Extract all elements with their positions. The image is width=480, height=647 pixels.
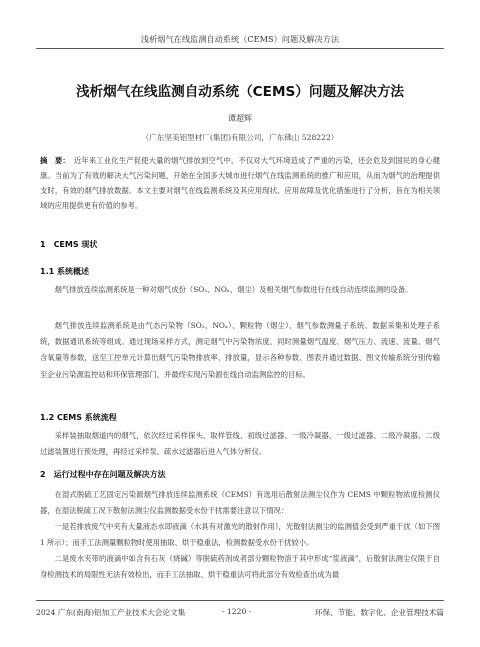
footer-section: 环保、节能、数字化、企业管理技术篇 bbox=[314, 608, 444, 617]
section-heading-1: 1 CEMS 现状 bbox=[40, 240, 98, 249]
abstract-text: 近年来工业化生产促使大量的烟气排放到空气中，不仅对大气环境造成了严重的污染，还会危及到国民的身心健康。当前为了有效的解决大气污染问题，开始在全国多大城市进行烟气在线监测系统的推广和应用，从而为烟气的治理提供支时，有效的烟气排放数据。本文主要对烟气在线监测系统及其应用现状、应用故障及优化措施进行了分析，旨在为相关领域的应用提供更有价值的参考。 bbox=[40, 156, 441, 210]
footer-rule bbox=[36, 600, 444, 601]
running-header: 浅析烟气在线监测自动系统（CEMS）问题及解决方法 bbox=[140, 34, 340, 44]
header-rule bbox=[36, 48, 444, 49]
paragraph-4: 在湿式脱硫工艺固定污染源烟气排放连续监测系统（CEMS）有选用后散射法测尘仪作为 CEMS 中颗粒物浓度检测仪器，在湿法脱硫工况下散射法测尘仪监测数据受水份干扰需要注意以下情况： bbox=[40, 490, 440, 516]
section-heading-1-2: 1.2 CEMS 系统流程 bbox=[40, 413, 117, 422]
paragraph-1: 烟气排放连续监测系统是一种对烟气成份（SO₂、NOₓ、烟尘）及相关烟气参数进行在线自动连续监测的设备。 bbox=[54, 285, 413, 294]
abstract bbox=[40, 153, 440, 213]
paragraph-5: 一是若排放废气中夹有大量液态水即液滴（水具有对激光的散射作用），光散射法测尘的监测值会受到严重干扰（如下图 1 所示）；而手工法测量颗粒物时使用抽取、烘干稳重法，检测数据受水份干扰较小。 bbox=[40, 522, 440, 548]
page-number: - 1220 - bbox=[222, 607, 252, 616]
paragraph-2: 烟气排放连续监测系统是由气态污染物（SO₂、NOₓ）、颗粒物（烟尘）、烟气参数测量子系统、数据采集和处理子系统，数据通讯系统等组成。通过现场采样方式，测定烟气中污染物浓度，同时测量烟气温度、烟气压力、流速、流量、烟气含氧量等参数，送至工控单元计算出烟气污染物排放率、排放量，显示各种参数、图表并通过数据、图文传输系统分别传输至企业污染源监控站和环保管理部门，并最终实现污染源在线自动监测监控的目标。 bbox=[40, 321, 440, 379]
paragraph-3: 采样装抽取烟道内的烟气，依次经过采样探头、取样管线、初级过滤器、一级冷凝器、一级过滤器、二级冷凝器、二级过滤装置进行预处理，再经过采样泵、疏水过滤器后进入气体分析仪。 bbox=[40, 431, 440, 457]
section-heading-1-1: 1.1 系统概述 bbox=[40, 267, 89, 276]
paragraph-6: 二是废水夹带的液滴中如含有石灰（烧碱）等脱硫药剂成者部分颗粒物溶于其中形成“浆液滴”，后散射法测尘仪限于自身检测技术的局限性无法有效检出，而手工法抽取、烘干稳重法可将此部分有效检查出成为最 bbox=[40, 554, 440, 580]
paper-title: 浅析烟气在线监测自动系统（CEMS）问题及解决方法 bbox=[75, 84, 405, 100]
author-affiliation: （广东坚美铝型材厂(集团)有限公司，广东佛山 528222） bbox=[141, 133, 339, 142]
abstract-label: 摘 要： bbox=[40, 156, 70, 165]
author-name: 谭超辉 bbox=[228, 114, 252, 123]
section-heading-2: 2 运行过程中存在问题及解决方法 bbox=[40, 470, 166, 479]
footer-proceedings: 2024 广东(南海)铝加工产业技术大会论文集 bbox=[36, 608, 186, 617]
